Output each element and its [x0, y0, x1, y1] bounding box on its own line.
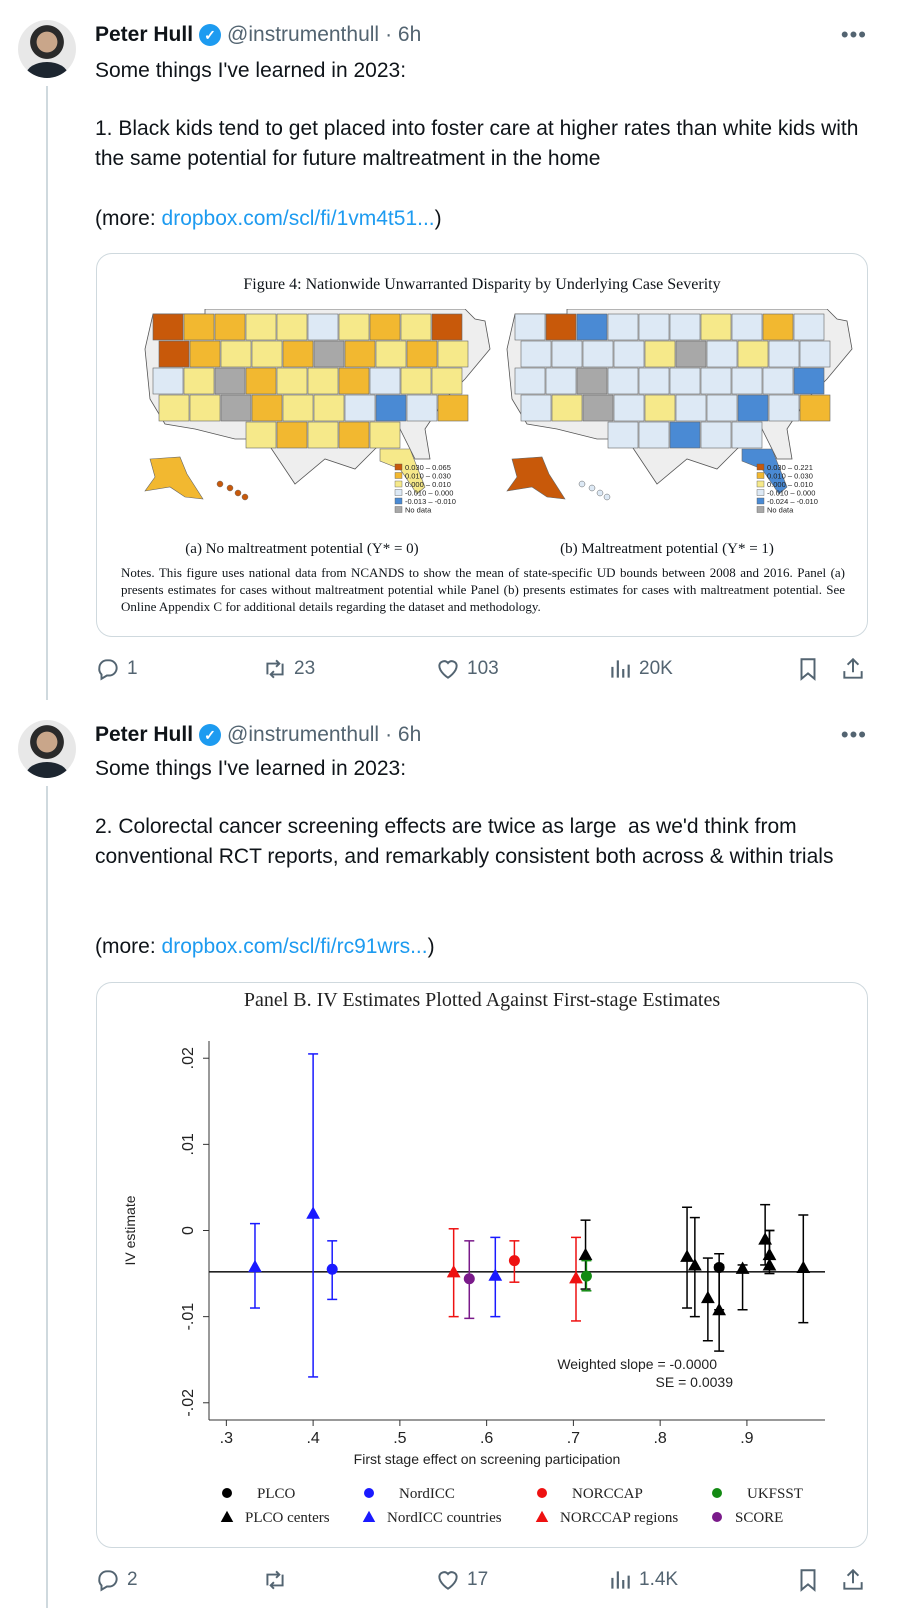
thread-line	[46, 86, 48, 700]
state-cell	[339, 314, 369, 340]
x-tick-label: .5	[393, 1430, 407, 1447]
heart-icon	[435, 1567, 461, 1593]
x-tick-label: .7	[566, 1430, 581, 1447]
state-cell	[308, 422, 338, 448]
state-cell	[314, 395, 344, 421]
author-handle[interactable]: @instrumenthull	[227, 23, 380, 46]
point-triangle	[680, 1249, 694, 1261]
more-link[interactable]: dropbox.com/scl/fi/1vm4t51...	[161, 207, 435, 230]
tweet-header	[95, 20, 421, 50]
reply-icon	[95, 1567, 121, 1593]
like-count: 17	[467, 1569, 489, 1590]
y-tick-label: -.01	[180, 1302, 197, 1331]
state-cell	[763, 368, 793, 394]
state-cell	[800, 395, 830, 421]
hawaii-island	[604, 494, 610, 500]
point-triangle	[221, 1511, 234, 1522]
state-cell	[221, 395, 251, 421]
state-cell	[277, 422, 307, 448]
state-cell	[639, 368, 669, 394]
tweet-more-line	[95, 204, 875, 234]
state-cell	[794, 314, 824, 340]
state-cell	[546, 368, 576, 394]
state-cell	[184, 314, 214, 340]
iv-scatter-chart	[97, 983, 867, 1547]
state-cell	[376, 395, 406, 421]
views-icon	[607, 656, 633, 682]
state-cell	[246, 422, 276, 448]
point-triangle	[306, 1206, 320, 1218]
state-cell	[153, 368, 183, 394]
state-cell	[283, 341, 313, 367]
state-cell	[608, 422, 638, 448]
thread-line	[46, 786, 48, 1608]
state-cell	[546, 314, 576, 340]
point-circle	[509, 1255, 520, 1266]
state-cell	[614, 341, 644, 367]
legend-label: 0.000 – 0.010	[767, 480, 813, 489]
legend-label: No data	[405, 505, 432, 515]
state-cell	[339, 368, 369, 394]
panel-b-caption: (b) Maltreatment potential (Y* = 1)	[560, 541, 774, 557]
author-name[interactable]: Peter Hull	[95, 723, 194, 746]
x-tick-label: .3	[219, 1430, 234, 1447]
views-count: 20K	[639, 658, 673, 679]
alaska	[145, 457, 203, 499]
point-triangle	[536, 1511, 549, 1522]
legend-label: -0.013 – -0.010	[405, 497, 456, 506]
state-cell	[221, 341, 251, 367]
more-prefix: (more:	[95, 935, 162, 958]
slope-annotation: Weighted slope = -0.0000	[557, 1356, 717, 1372]
state-cell	[732, 314, 762, 340]
state-cell	[670, 314, 700, 340]
bookmark-icon	[795, 1567, 821, 1593]
tweet-text-intro: Some things I've learned in 2023:	[95, 59, 407, 82]
state-cell	[345, 341, 375, 367]
state-cell	[670, 368, 700, 394]
map-panel-b	[507, 309, 852, 515]
state-cell	[763, 314, 793, 340]
more-options-icon[interactable]: •••	[840, 22, 867, 47]
tweet-2[interactable]	[0, 700, 897, 1608]
x-tick-label: .6	[479, 1430, 494, 1447]
state-cell	[552, 395, 582, 421]
reply-count: 2	[127, 1569, 138, 1590]
state-cell	[732, 368, 762, 394]
more-options-icon[interactable]: •••	[840, 722, 867, 747]
bookmark-button[interactable]	[795, 1564, 821, 1596]
chart-card[interactable]	[96, 982, 868, 1548]
y-tick-label: 0	[180, 1226, 197, 1235]
verified-badge-icon: ✓	[199, 24, 221, 46]
hawaii-island	[242, 494, 248, 500]
tweet-actions	[95, 1564, 870, 1596]
series-ukfsst	[581, 1261, 592, 1291]
state-cell	[190, 395, 220, 421]
point-triangle	[736, 1262, 750, 1274]
y-tick-label: .01	[180, 1133, 197, 1156]
retweet-icon	[262, 656, 288, 682]
legend-swatch	[757, 490, 764, 496]
state-cell	[639, 422, 669, 448]
hawaii-island	[217, 481, 223, 487]
state-cell	[401, 314, 431, 340]
heart-icon	[435, 656, 461, 682]
state-cell	[401, 368, 431, 394]
reply-count: 1	[127, 658, 138, 679]
views-count: 1.4K	[639, 1569, 679, 1590]
author-handle[interactable]: @instrumenthull	[227, 723, 380, 746]
state-cell	[707, 341, 737, 367]
share-icon	[840, 656, 866, 682]
state-cell	[707, 395, 737, 421]
retweet-button[interactable]	[262, 653, 315, 685]
legend-label: No data	[767, 505, 794, 515]
legend-label: PLCO centers	[245, 1510, 330, 1526]
state-cell	[552, 341, 582, 367]
state-cell	[246, 314, 276, 340]
chart-title: Panel B. IV Estimates Plotted Against First-stage Estimates	[243, 989, 721, 1011]
state-cell	[246, 368, 276, 394]
point-circle	[712, 1488, 722, 1498]
tweet-more-line	[95, 932, 875, 962]
point-circle	[222, 1488, 232, 1498]
hawaii-island	[227, 485, 233, 491]
point-triangle	[488, 1268, 502, 1280]
point-circle	[464, 1273, 475, 1284]
point-circle	[712, 1512, 722, 1522]
views-icon	[607, 1567, 633, 1593]
tweet-time[interactable]: · 6h	[385, 723, 422, 746]
reply-icon	[95, 656, 121, 682]
legend-label: 0.010 – 0.030	[405, 471, 451, 481]
state-cell	[670, 422, 700, 448]
views-button[interactable]	[607, 1564, 678, 1596]
state-cell	[645, 341, 675, 367]
state-cell	[376, 341, 406, 367]
disparity-maps	[97, 309, 867, 549]
legend-label: 0.010 – 0.030	[767, 471, 813, 481]
state-cell	[701, 368, 731, 394]
share-icon	[840, 1567, 866, 1593]
state-cell	[800, 341, 830, 367]
state-cell	[676, 341, 706, 367]
x-axis-label: First stage effect on screening participation	[353, 1451, 621, 1467]
state-cell	[614, 395, 644, 421]
point-triangle	[701, 1291, 715, 1303]
state-cell	[515, 368, 545, 394]
state-cell	[639, 314, 669, 340]
figure-notes: Notes. This figure uses national data from NCANDS to show the mean of state-specific UD bounds between 2008 and 2016. Panel (a) presents estimates for cases without maltreatment potential while Panel (b) presents estimates for cases with maltreatment potential. See Online Appendix C for additional details regarding the dataset and methodology.	[121, 565, 845, 614]
legend-swatch	[395, 490, 402, 496]
tweet-time[interactable]: · 6h	[385, 23, 422, 46]
y-tick-label: -.02	[180, 1388, 197, 1417]
more-suffix: )	[427, 935, 435, 958]
point-circle	[327, 1264, 338, 1275]
state-cell	[215, 368, 245, 394]
retweet-icon	[262, 1567, 288, 1593]
state-cell	[153, 314, 183, 340]
state-cell	[277, 314, 307, 340]
x-tick-label: .9	[740, 1430, 754, 1447]
state-cell	[370, 314, 400, 340]
more-link[interactable]: dropbox.com/scl/fi/rc91wrs...	[161, 935, 428, 958]
like-count: 103	[467, 658, 499, 679]
state-cell	[701, 422, 731, 448]
share-button[interactable]	[840, 1564, 866, 1596]
tweet-text-body: 2. Colorectal cancer screening effects are twice as large as we'd think from conventional RCT reports, and remarkably consistent both across & within trials	[95, 815, 834, 868]
legend-item	[364, 1486, 455, 1502]
state-cell	[277, 368, 307, 394]
state-cell	[738, 341, 768, 367]
figure-card[interactable]	[96, 253, 868, 637]
legend-label: NordICC countries	[387, 1510, 502, 1526]
x-tick-label: .8	[653, 1430, 667, 1447]
like-button[interactable]	[435, 1564, 488, 1596]
legend-item	[363, 1510, 502, 1526]
state-cell	[432, 314, 462, 340]
alaska	[507, 457, 565, 499]
state-cell	[583, 395, 613, 421]
legend-item	[712, 1510, 783, 1526]
state-cell	[438, 395, 468, 421]
y-axis-label: IV estimate	[122, 1195, 138, 1266]
state-cell	[308, 368, 338, 394]
state-cell	[159, 395, 189, 421]
legend-label: 0.030 – 0.221	[767, 463, 813, 472]
series-score	[464, 1241, 475, 1319]
state-cell	[608, 368, 638, 394]
tweet-text-body: 1. Black kids tend to get placed into foster care at higher rates than white kids with the same potential for future maltreatment in the home	[95, 117, 865, 170]
legend-label: SCORE	[735, 1510, 784, 1526]
legend-label: NORCCAP regions	[560, 1510, 679, 1526]
state-cell	[438, 341, 468, 367]
se-annotation: SE = 0.0039	[655, 1374, 733, 1390]
bookmark-icon	[795, 656, 821, 682]
tweet-actions	[95, 653, 870, 685]
tweet-header	[95, 720, 421, 750]
state-cell	[345, 395, 375, 421]
state-cell	[769, 395, 799, 421]
legend-swatch	[757, 507, 764, 513]
state-cell	[676, 395, 706, 421]
point-circle	[364, 1488, 374, 1498]
state-cell	[184, 368, 214, 394]
share-button[interactable]	[840, 653, 866, 685]
series-nordicc	[327, 1241, 338, 1300]
state-cell	[252, 395, 282, 421]
x-tick-label: .4	[306, 1430, 320, 1447]
state-cell	[159, 341, 189, 367]
legend-label: UKFSST	[747, 1486, 803, 1502]
hawaii-island	[579, 481, 585, 487]
legend-label: -0.024 – -0.010	[767, 497, 818, 506]
state-cell	[701, 314, 731, 340]
state-cell	[252, 341, 282, 367]
avatar[interactable]	[18, 20, 76, 78]
state-cell	[769, 341, 799, 367]
point-circle	[581, 1271, 592, 1282]
state-cell	[432, 368, 462, 394]
hawaii-island	[589, 485, 595, 491]
series-plco-centers	[579, 1205, 811, 1351]
legend-swatch	[757, 481, 764, 487]
state-cell	[738, 395, 768, 421]
state-cell	[577, 368, 607, 394]
more-suffix: )	[434, 207, 442, 230]
point-circle	[537, 1488, 547, 1498]
state-cell	[794, 368, 824, 394]
legend-swatch	[757, 464, 764, 470]
state-cell	[521, 395, 551, 421]
state-cell	[339, 422, 369, 448]
legend-label: -0.010 – 0.000	[405, 488, 454, 498]
legend-item	[536, 1510, 679, 1526]
legend-swatch	[395, 507, 402, 513]
tweet-text-intro: Some things I've learned in 2023:	[95, 757, 407, 780]
point-triangle	[579, 1248, 593, 1260]
legend-item	[537, 1486, 643, 1502]
state-cell	[215, 314, 245, 340]
legend-swatch	[395, 498, 402, 504]
point-triangle	[248, 1260, 262, 1272]
state-cell	[283, 395, 313, 421]
state-cell	[407, 395, 437, 421]
more-prefix: (more:	[95, 207, 162, 230]
state-cell	[583, 341, 613, 367]
legend-item	[221, 1510, 330, 1526]
legend-label: NordICC	[399, 1486, 455, 1502]
state-cell	[732, 422, 762, 448]
state-cell	[370, 422, 400, 448]
legend-item	[222, 1486, 296, 1502]
verified-badge-icon: ✓	[199, 724, 221, 746]
legend-swatch	[395, 473, 402, 479]
figure-title: Figure 4: Nationwide Unwarranted Disparity by Underlying Case Severity	[243, 276, 721, 293]
state-cell	[515, 314, 545, 340]
views-button[interactable]	[607, 653, 673, 685]
like-button[interactable]	[435, 653, 499, 685]
legend-swatch	[757, 498, 764, 504]
retweet-button[interactable]	[262, 1564, 294, 1596]
panel-a-caption: (a) No maltreatment potential (Y* = 0)	[185, 541, 419, 557]
state-cell	[645, 395, 675, 421]
legend-swatch	[395, 481, 402, 487]
state-cell	[308, 314, 338, 340]
state-cell	[521, 341, 551, 367]
reply-button[interactable]	[95, 653, 138, 685]
series-norccap	[509, 1241, 520, 1282]
avatar[interactable]	[18, 720, 76, 778]
legend-label: -0.010 – 0.000	[767, 488, 816, 498]
point-triangle	[363, 1511, 376, 1522]
author-name[interactable]: Peter Hull	[95, 23, 194, 46]
retweet-count: 23	[294, 658, 316, 679]
series-nordicc-countries	[248, 1054, 502, 1377]
state-cell	[577, 314, 607, 340]
legend-label: 0.000 – 0.010	[405, 480, 451, 489]
hawaii-island	[235, 490, 241, 496]
reply-button[interactable]	[95, 1564, 138, 1596]
state-cell	[407, 341, 437, 367]
legend-swatch	[395, 464, 402, 470]
map-panel-a	[145, 309, 490, 515]
state-cell	[608, 314, 638, 340]
tweet-1[interactable]	[0, 0, 897, 700]
legend-label: NORCCAP	[572, 1486, 643, 1502]
legend-label: PLCO	[257, 1486, 296, 1502]
y-tick-label: .02	[180, 1047, 197, 1070]
legend-item	[712, 1486, 803, 1502]
point-triangle	[569, 1271, 583, 1283]
legend-label: 0.030 – 0.065	[405, 463, 451, 472]
bookmark-button[interactable]	[795, 653, 821, 685]
hawaii-island	[597, 490, 603, 496]
state-cell	[314, 341, 344, 367]
point-triangle	[796, 1261, 810, 1273]
legend-swatch	[757, 473, 764, 479]
state-cell	[370, 368, 400, 394]
state-cell	[190, 341, 220, 367]
